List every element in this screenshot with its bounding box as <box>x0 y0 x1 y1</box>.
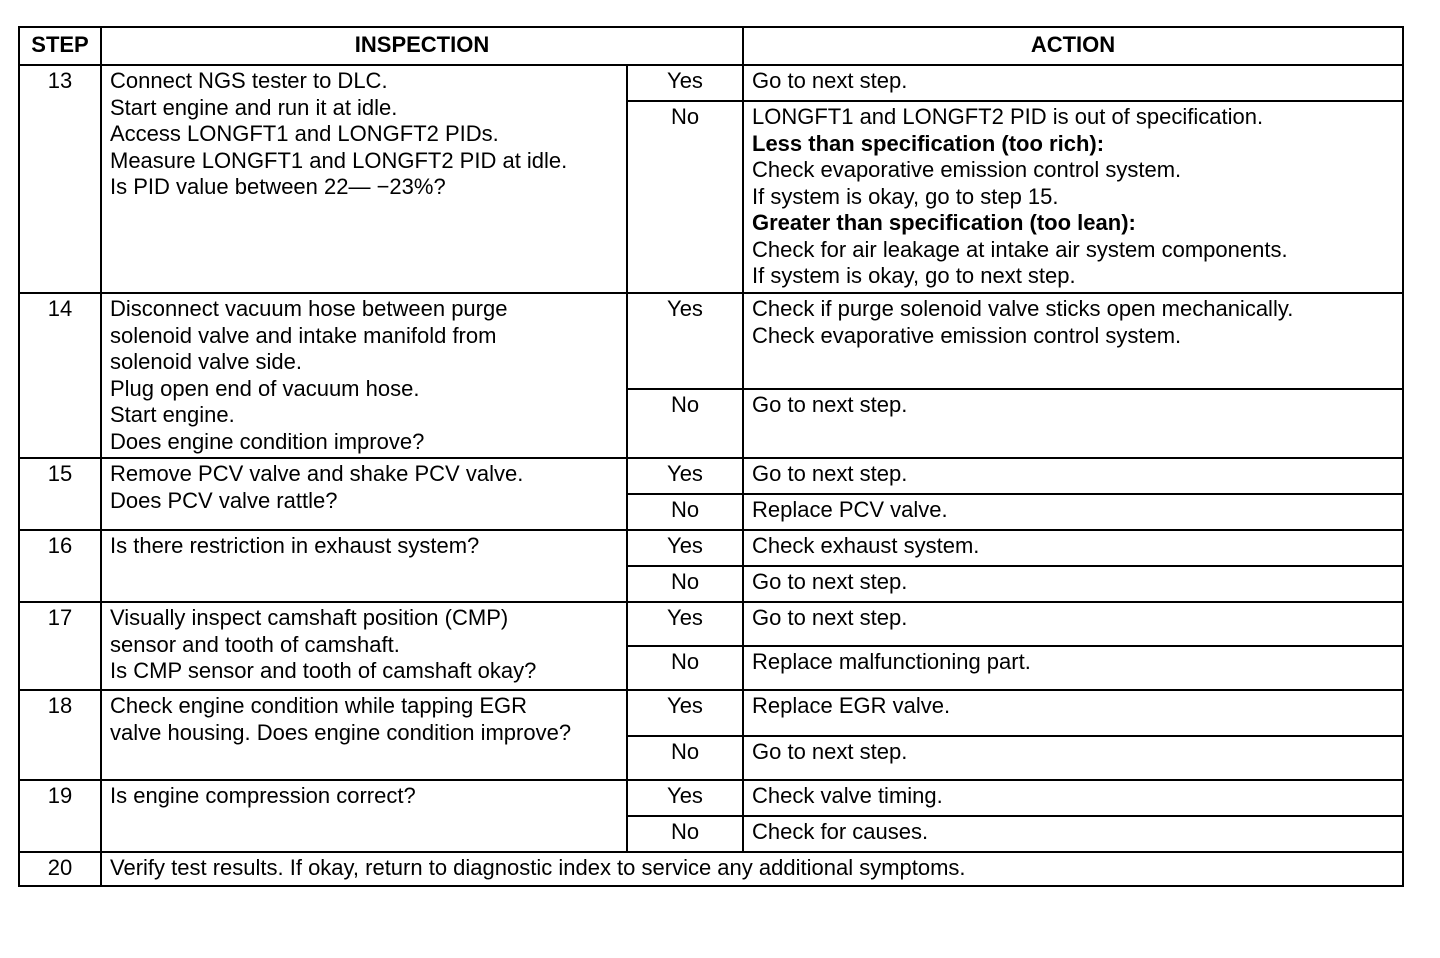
no-label: No <box>627 389 743 458</box>
inspection-text <box>101 780 627 852</box>
step-number: 14 <box>19 293 101 458</box>
action-line: LONGFT1 and LONGFT2 PID is out of specification. <box>752 104 1264 129</box>
inspection-line: Remove PCV valve and shake PCV valve. <box>110 461 524 486</box>
action-line: Check evaporative emission control system. <box>752 322 1182 348</box>
diagnostic-table <box>18 26 1404 887</box>
step-number: 16 <box>19 530 101 602</box>
action-line: Go to next step. <box>752 569 908 594</box>
table-row <box>19 602 1403 646</box>
no-action <box>743 389 1403 458</box>
inspection-line: Start engine and run it at idle. <box>110 94 398 120</box>
step-number: 15 <box>19 458 101 530</box>
step-header: STEP <box>19 27 101 65</box>
action-line: Go to next step. <box>752 605 908 630</box>
step-number: 13 <box>19 65 101 293</box>
no-label: No <box>627 816 743 852</box>
inspection-line: Does PCV valve rattle? <box>110 487 338 513</box>
yes-label: Yes <box>627 293 743 389</box>
yes-label: Yes <box>627 602 743 646</box>
yes-label: Yes <box>627 65 743 101</box>
table-row <box>19 780 1403 816</box>
inspection-line: Does engine condition improve? <box>110 428 425 454</box>
action-line: Go to next step. <box>752 391 908 417</box>
action-line-bold: Less than specification (too rich): <box>752 130 1105 156</box>
action-line: Check valve timing. <box>752 783 943 808</box>
inspection-line: Is there restriction in exhaust system? <box>110 533 480 558</box>
inspection-line: Access LONGFT1 and LONGFT2 PIDs. <box>110 121 499 146</box>
yes-label: Yes <box>627 690 743 736</box>
no-label: No <box>627 736 743 780</box>
action-line: Replace EGR valve. <box>752 693 951 718</box>
yes-action <box>743 293 1403 389</box>
action-line: Check evaporative emission control system. <box>752 157 1182 182</box>
action-header: ACTION <box>743 27 1403 65</box>
no-action <box>743 736 1403 780</box>
yes-action <box>743 458 1403 494</box>
yes-label: Yes <box>627 530 743 566</box>
inspection-text <box>101 458 627 530</box>
inspection-text <box>101 293 627 458</box>
no-action <box>743 816 1403 852</box>
action-line: Replace malfunctioning part. <box>752 649 1031 674</box>
yes-action <box>743 780 1403 816</box>
no-action <box>743 646 1403 690</box>
inspection-header: INSPECTION <box>101 27 743 65</box>
action-line: If system is okay, go to next step. <box>752 263 1076 288</box>
no-label: No <box>627 494 743 530</box>
yes-label: Yes <box>627 780 743 816</box>
no-action <box>743 566 1403 602</box>
final-row <box>19 852 1403 886</box>
table-row <box>19 65 1403 101</box>
table-row <box>19 458 1403 494</box>
action-line: If system is okay, go to step 15. <box>752 183 1059 209</box>
action-line: Go to next step. <box>752 68 908 93</box>
yes-action <box>743 65 1403 101</box>
yes-label: Yes <box>627 458 743 494</box>
inspection-line: Plug open end of vacuum hose. <box>110 375 420 401</box>
no-action <box>743 494 1403 530</box>
final-instruction: Verify test results. If okay, return to diagnostic index to service any additional symptoms. <box>101 852 1403 886</box>
inspection-text <box>101 690 627 780</box>
no-label: No <box>627 566 743 602</box>
action-line: Check if purge solenoid valve sticks open mechanically. <box>752 296 1294 321</box>
inspection-text <box>101 530 627 602</box>
header-row <box>19 27 1403 65</box>
action-line: Check exhaust system. <box>752 533 980 558</box>
yes-action <box>743 530 1403 566</box>
inspection-line: Check engine condition while tapping EGR valve housing. Does engine condition improve? <box>110 693 572 745</box>
inspection-line: Visually inspect camshaft position (CMP) sensor and tooth of camshaft. <box>110 605 509 657</box>
action-line: Replace PCV valve. <box>752 497 948 522</box>
step-number: 18 <box>19 690 101 780</box>
table-body <box>19 65 1403 886</box>
yes-action <box>743 690 1403 736</box>
action-line-bold: Greater than specification (too lean): <box>752 210 1136 235</box>
inspection-line: Is CMP sensor and tooth of camshaft okay? <box>110 658 537 683</box>
action-line: Check for causes. <box>752 819 929 844</box>
inspection-line: Start engine. <box>110 402 235 427</box>
inspection-line: Disconnect vacuum hose between purge solenoid valve and intake manifold from solenoid valve side. <box>110 296 508 374</box>
action-line: Go to next step. <box>752 461 908 486</box>
inspection-line: Connect NGS tester to DLC. <box>110 68 388 93</box>
action-line: Check for air leakage at intake air system components. <box>752 236 1288 262</box>
inspection-line: Measure LONGFT1 and LONGFT2 PID at idle. <box>110 147 568 173</box>
diagnostic-table-container <box>18 26 1402 887</box>
table-row <box>19 293 1403 389</box>
inspection-text <box>101 65 627 293</box>
inspection-text <box>101 602 627 690</box>
step-number: 19 <box>19 780 101 852</box>
no-label: No <box>627 101 743 293</box>
no-action <box>743 101 1403 293</box>
table-row <box>19 530 1403 566</box>
action-line: Go to next step. <box>752 739 908 764</box>
inspection-line: Is PID value between 22— −23%? <box>110 174 446 199</box>
yes-action <box>743 602 1403 646</box>
no-label: No <box>627 646 743 690</box>
inspection-line: Is engine compression correct? <box>110 783 416 808</box>
table-row <box>19 690 1403 736</box>
step-number: 20 <box>19 852 101 886</box>
step-number: 17 <box>19 602 101 690</box>
